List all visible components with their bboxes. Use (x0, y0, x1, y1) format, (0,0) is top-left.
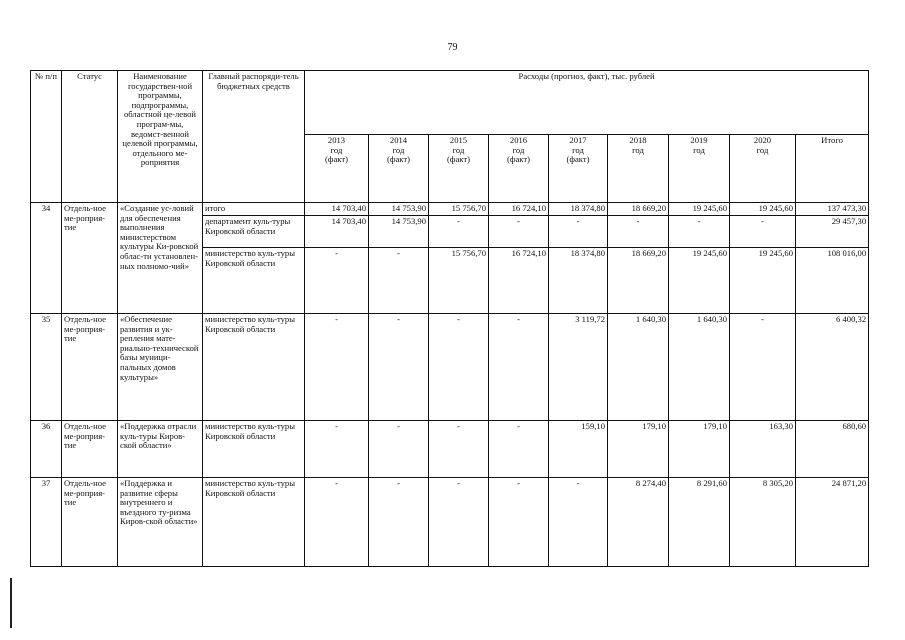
expense-cell: 15 756,70 (429, 203, 489, 216)
total-cell: 680,60 (796, 421, 869, 478)
total-cell: 137 473,30 (796, 203, 869, 216)
year-unit: год (392, 144, 405, 155)
expense-cell: - (549, 478, 608, 567)
expense-cell: - (369, 421, 429, 478)
row-program-name: «Создание ус-ловий для обеспечения выполнения министерством культуры Ки-ровской облас-ти установлен-ных полномо-чий» (118, 203, 203, 314)
year-note: (факт) (566, 154, 590, 165)
year-label: 2013 (327, 135, 346, 145)
total-cell: 108 016,00 (796, 248, 869, 314)
expense-cell: 19 245,60 (730, 203, 796, 216)
expense-cell: - (730, 216, 796, 248)
expense-cell: - (429, 478, 489, 567)
year-note: (факт) (507, 154, 530, 165)
year-header (305, 135, 369, 203)
row-program-name: «Поддержка отрасли куль-туры Киров-ской области» (118, 421, 203, 478)
expense-cell: 1 640,30 (669, 314, 730, 421)
year-header (730, 135, 796, 203)
header-number: № п/п (31, 71, 62, 203)
year-header (369, 135, 429, 203)
expense-cell: - (730, 314, 796, 421)
table-row (31, 314, 869, 421)
expense-cell: 14 703,40 (305, 216, 369, 248)
expense-cell: - (369, 314, 429, 421)
expense-cell: 179,10 (669, 421, 730, 478)
expense-cell: 179,10 (608, 421, 669, 478)
expense-cell: - (369, 478, 429, 567)
year-unit: год (632, 144, 644, 155)
year-unit: год (756, 144, 769, 155)
header-status: Статус (62, 71, 118, 203)
row-status: Отдель-ное ме-роприя-тие (62, 421, 118, 478)
year-header (489, 135, 549, 203)
year-label: 2020 (753, 135, 772, 145)
expense-cell: 18 374,80 (549, 203, 608, 216)
page-number: 79 (447, 42, 458, 53)
table-row (31, 478, 869, 567)
expenses-table (30, 70, 869, 567)
row-budget-manager: министерство куль-туры Кировской области (203, 421, 305, 478)
expense-cell: 163,30 (730, 421, 796, 478)
year-unit: год (452, 144, 465, 155)
expense-cell: 8 274,40 (608, 478, 669, 567)
expense-cell: - (429, 421, 489, 478)
expense-cell: - (305, 421, 369, 478)
expense-cell: - (489, 216, 549, 248)
year-note: (факт) (387, 154, 410, 165)
header-budget-manager: Главный распоряди-тель бюджетных средств (203, 71, 305, 203)
total-header: Итого (796, 135, 869, 203)
year-unit: год (693, 144, 705, 155)
row-budget-manager: итого (203, 203, 305, 216)
row-status: Отдель-ное ме-роприя-тие (62, 478, 118, 567)
total-cell: 24 871,20 (796, 478, 869, 567)
row-number: 35 (31, 314, 62, 421)
expense-cell: 159,10 (549, 421, 608, 478)
table-header (31, 71, 869, 203)
row-program-name: «Поддержка и развитие сферы внутреннего и въездного ту-ризма Киров-ской области» (118, 478, 203, 567)
year-unit: год (330, 144, 343, 155)
row-number: 36 (31, 421, 62, 478)
expense-cell: 16 724,10 (489, 248, 549, 314)
header-program-name: Наименование государствен-ной программы, подпрограммы, областной це-левой програм-мы, ведомст-венной целевой программы, отдельного ме-роприятия (118, 71, 203, 203)
expense-cell: - (608, 216, 669, 248)
row-budget-manager: министерство куль-туры Кировской области (203, 478, 305, 567)
expense-cell: - (489, 314, 549, 421)
row-program-name: «Обеспечение развития и ук-репления мате-риально-технической базы муници-пальных домов культуры» (118, 314, 203, 421)
expense-cell: - (369, 248, 429, 314)
row-budget-manager: министерство куль-туры Кировской области (203, 314, 305, 421)
year-label: 2019 (690, 135, 708, 145)
year-unit: год (572, 144, 584, 155)
year-header (608, 135, 669, 203)
expense-cell: 8 305,20 (730, 478, 796, 567)
expense-cell: - (489, 421, 549, 478)
year-label: 2015 (449, 135, 468, 145)
expense-cell: 3 119,72 (549, 314, 608, 421)
expense-cell: - (305, 248, 369, 314)
year-header (549, 135, 608, 203)
expense-cell: 14 703,40 (305, 203, 369, 216)
year-label: 2016 (509, 135, 528, 145)
expense-cell: 18 669,20 (608, 248, 669, 314)
expense-cell: 19 245,60 (730, 248, 796, 314)
table-row (31, 421, 869, 478)
year-note: (факт) (325, 154, 348, 165)
table-body (31, 203, 869, 567)
total-cell: 6 400,32 (796, 314, 869, 421)
year-label: 2014 (389, 135, 408, 145)
row-number: 34 (31, 203, 62, 314)
expense-cell: - (669, 216, 730, 248)
year-header (669, 135, 730, 203)
total-cell: 29 457,30 (796, 216, 869, 248)
expense-cell: - (429, 314, 489, 421)
expense-cell: 14 753,90 (369, 216, 429, 248)
expense-cell: - (429, 216, 489, 248)
expense-cell: - (305, 478, 369, 567)
year-label: 2017 (569, 135, 587, 145)
expense-cell: 18 374,80 (549, 248, 608, 314)
year-unit: год (512, 144, 525, 155)
row-budget-manager: департамент куль-туры Кировской области (203, 216, 305, 248)
expense-cell: 19 245,60 (669, 203, 730, 216)
expense-cell: - (305, 314, 369, 421)
year-header (429, 135, 489, 203)
margin-bar (10, 578, 12, 628)
year-label: 2018 (629, 135, 647, 145)
expense-cell: - (489, 478, 549, 567)
row-number: 37 (31, 478, 62, 567)
expense-cell: - (549, 216, 608, 248)
expense-cell: 8 291,60 (669, 478, 730, 567)
row-status: Отдель-ное ме-роприя-тие (62, 314, 118, 421)
header-expenses: Расходы (прогноз, факт), тыс. рублей (305, 71, 869, 135)
expense-cell: 14 753,90 (369, 203, 429, 216)
expense-cell: 1 640,30 (608, 314, 669, 421)
table-row (31, 203, 869, 216)
expense-cell: 18 669,20 (608, 203, 669, 216)
expense-cell: 19 245,60 (669, 248, 730, 314)
row-budget-manager: министерство куль-туры Кировской области (203, 248, 305, 314)
year-note: (факт) (447, 154, 470, 165)
expense-cell: 16 724,10 (489, 203, 549, 216)
expense-cell: 15 756,70 (429, 248, 489, 314)
row-status: Отдель-ное ме-роприя-тие (62, 203, 118, 314)
